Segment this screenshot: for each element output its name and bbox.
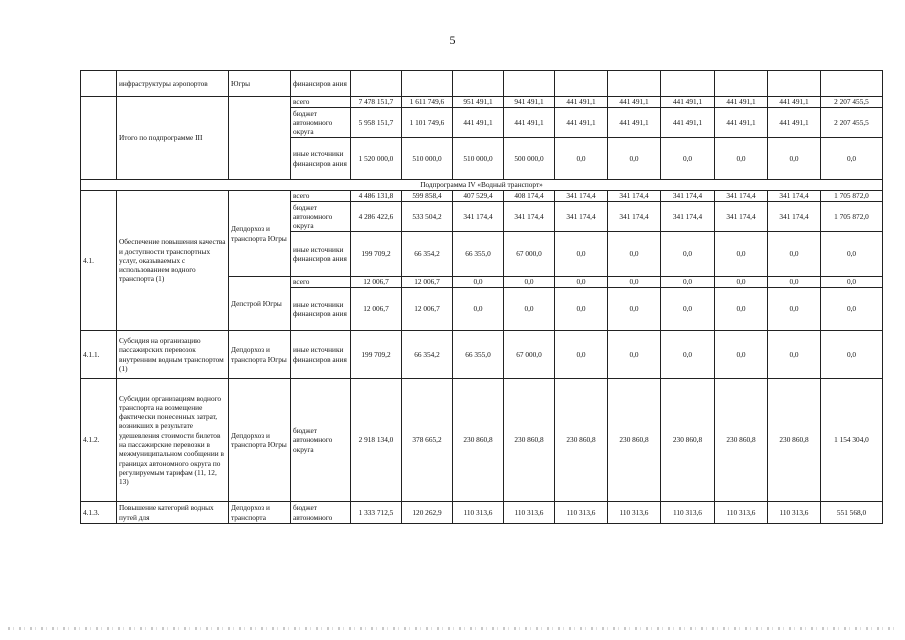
- table-row: [81, 191, 883, 202]
- measure-name-cell: инфраструктуры аэропортов: [117, 71, 229, 97]
- amount-cell: 12 006,7: [351, 277, 402, 288]
- amount-cell: 2 918 134,0: [351, 379, 402, 502]
- amount-cell: 120 262,9: [402, 502, 453, 524]
- executor-cell: Депдорхоз и транспорта Югры: [229, 379, 291, 502]
- empty-amount-cell: [351, 71, 402, 97]
- amount-cell: 230 860,8: [715, 379, 768, 502]
- amount-cell: 110 313,6: [453, 502, 504, 524]
- amount-cell: 0,0: [504, 288, 555, 331]
- amount-cell: 0,0: [661, 331, 715, 379]
- amount-cell: 441 491,1: [768, 108, 821, 138]
- funding-source-cell: всего: [291, 277, 351, 288]
- amount-cell: 0,0: [555, 232, 608, 277]
- amount-cell: 0,0: [715, 277, 768, 288]
- amount-cell: 441 491,1: [608, 97, 661, 108]
- amount-cell: 441 491,1: [555, 108, 608, 138]
- amount-cell: 0,0: [608, 277, 661, 288]
- amount-cell: 66 354,2: [402, 331, 453, 379]
- amount-cell: 341 174,4: [608, 202, 661, 232]
- amount-cell: 551 568,0: [821, 502, 883, 524]
- amount-cell: 0,0: [768, 138, 821, 180]
- amount-cell: 230 860,8: [768, 379, 821, 502]
- amount-cell: 230 860,8: [608, 379, 661, 502]
- amount-cell: 110 313,6: [661, 502, 715, 524]
- amount-cell: 1 705 872,0: [821, 202, 883, 232]
- empty-amount-cell: [453, 71, 504, 97]
- amount-cell: 0,0: [821, 138, 883, 180]
- amount-cell: 0,0: [661, 277, 715, 288]
- amount-cell: 341 174,4: [555, 202, 608, 232]
- amount-cell: 407 529,4: [453, 191, 504, 202]
- amount-cell: 230 860,8: [453, 379, 504, 502]
- amount-cell: 199 709,2: [351, 232, 402, 277]
- row-number-cell: [81, 97, 117, 180]
- amount-cell: 341 174,4: [715, 202, 768, 232]
- amount-cell: 0,0: [453, 288, 504, 331]
- amount-cell: 441 491,1: [715, 108, 768, 138]
- amount-cell: 5 958 151,7: [351, 108, 402, 138]
- amount-cell: 110 313,6: [504, 502, 555, 524]
- measure-name-cell: Субсидии организациям водного транспорта на возмещение фактически понесенных затрат, возникших в результате удешевления стоимости билетов на пассажирские перевозки в межмуниципальном сообщении в границах автономного округа по регулируемым тарифам (11, 12, 13): [117, 379, 229, 502]
- amount-cell: 441 491,1: [768, 97, 821, 108]
- amount-cell: 599 858,4: [402, 191, 453, 202]
- amount-cell: 0,0: [768, 232, 821, 277]
- amount-cell: 4 286 422,6: [351, 202, 402, 232]
- funding-source-cell: всего: [291, 191, 351, 202]
- amount-cell: 0,0: [715, 138, 768, 180]
- amount-cell: 378 665,2: [402, 379, 453, 502]
- amount-cell: 0,0: [608, 232, 661, 277]
- funding-source-cell: финансиров ания: [291, 71, 351, 97]
- amount-cell: 341 174,4: [715, 191, 768, 202]
- amount-cell: 0,0: [608, 288, 661, 331]
- amount-cell: 341 174,4: [768, 191, 821, 202]
- amount-cell: 0,0: [821, 232, 883, 277]
- amount-cell: 0,0: [555, 277, 608, 288]
- amount-cell: 510 000,0: [402, 138, 453, 180]
- amount-cell: 1 520 000,0: [351, 138, 402, 180]
- amount-cell: 441 491,1: [661, 97, 715, 108]
- amount-cell: 230 860,8: [661, 379, 715, 502]
- amount-cell: 341 174,4: [608, 191, 661, 202]
- amount-cell: 2 207 455,5: [821, 108, 883, 138]
- subprogram-header-row: [81, 180, 883, 191]
- amount-cell: 110 313,6: [768, 502, 821, 524]
- page-number: 5: [449, 33, 456, 47]
- amount-cell: 66 354,2: [402, 232, 453, 277]
- amount-cell: 441 491,1: [608, 108, 661, 138]
- amount-cell: 1 705 872,0: [821, 191, 883, 202]
- executor-cell: Депдорхоз и транспорта: [229, 502, 291, 524]
- amount-cell: 1 101 749,6: [402, 108, 453, 138]
- executor-cell: Депдорхоз и транспорта Югры: [229, 331, 291, 379]
- amount-cell: 67 000,0: [504, 232, 555, 277]
- subprogram-title: Подпрограмма IV «Водный транспорт»: [81, 180, 883, 191]
- row-number-cell: 4.1.2.: [81, 379, 117, 502]
- amount-cell: 0,0: [504, 277, 555, 288]
- row-number-cell: 4.1.3.: [81, 502, 117, 524]
- amount-cell: 441 491,1: [555, 97, 608, 108]
- amount-cell: 0,0: [555, 288, 608, 331]
- amount-cell: 0,0: [821, 288, 883, 331]
- row-number-cell: [81, 71, 117, 97]
- funding-source-cell: бюджет автономного округа: [291, 108, 351, 138]
- funding-source-cell: бюджет автономного округа: [291, 202, 351, 232]
- amount-cell: 1 154 304,0: [821, 379, 883, 502]
- funding-source-cell: всего: [291, 97, 351, 108]
- measure-name-cell: Повышение категорий водных путей для: [117, 502, 229, 524]
- amount-cell: 66 355,0: [453, 331, 504, 379]
- amount-cell: 230 860,8: [504, 379, 555, 502]
- amount-cell: 2 207 455,5: [821, 97, 883, 108]
- amount-cell: 0,0: [821, 277, 883, 288]
- amount-cell: 66 355,0: [453, 232, 504, 277]
- funding-source-cell: иные источники финансиров ания: [291, 138, 351, 180]
- amount-cell: 67 000,0: [504, 331, 555, 379]
- amount-cell: 0,0: [661, 138, 715, 180]
- amount-cell: 341 174,4: [768, 202, 821, 232]
- empty-amount-cell: [555, 71, 608, 97]
- executor-cell: Югры: [229, 71, 291, 97]
- table-row: [81, 379, 883, 502]
- executor-cell: [229, 97, 291, 180]
- measure-name-cell: Обеспечение повышения качества и доступности транспортных услуг, оказываемых с использованием водного транспорта (1): [117, 191, 229, 331]
- amount-cell: 0,0: [768, 277, 821, 288]
- amount-cell: 533 504,2: [402, 202, 453, 232]
- amount-cell: 12 006,7: [351, 288, 402, 331]
- amount-cell: 7 478 151,7: [351, 97, 402, 108]
- amount-cell: 0,0: [715, 232, 768, 277]
- table-row: [81, 502, 883, 524]
- amount-cell: 0,0: [608, 138, 661, 180]
- amount-cell: 0,0: [821, 331, 883, 379]
- amount-cell: 500 000,0: [504, 138, 555, 180]
- amount-cell: 408 174,4: [504, 191, 555, 202]
- amount-cell: 12 006,7: [402, 288, 453, 331]
- funding-source-cell: бюджет автономного: [291, 502, 351, 524]
- amount-cell: 441 491,1: [504, 108, 555, 138]
- amount-cell: 0,0: [661, 288, 715, 331]
- table-row: [81, 331, 883, 379]
- amount-cell: 341 174,4: [661, 202, 715, 232]
- amount-cell: 441 491,1: [661, 108, 715, 138]
- measure-name-cell: Итого по подпрограмме III: [117, 97, 229, 180]
- amount-cell: 510 000,0: [453, 138, 504, 180]
- empty-amount-cell: [608, 71, 661, 97]
- amount-cell: 0,0: [608, 331, 661, 379]
- empty-amount-cell: [715, 71, 768, 97]
- table-row: [81, 97, 883, 108]
- budget-table: [80, 70, 883, 524]
- table-body: [81, 71, 883, 524]
- amount-cell: 441 491,1: [715, 97, 768, 108]
- amount-cell: 0,0: [768, 331, 821, 379]
- amount-cell: 341 174,4: [504, 202, 555, 232]
- amount-cell: 110 313,6: [555, 502, 608, 524]
- executor-cell: Депдорхоз и транспорта Югры: [229, 191, 291, 277]
- amount-cell: 1 611 749,6: [402, 97, 453, 108]
- amount-cell: 951 491,1: [453, 97, 504, 108]
- amount-cell: 441 491,1: [453, 108, 504, 138]
- amount-cell: 110 313,6: [608, 502, 661, 524]
- amount-cell: 0,0: [661, 232, 715, 277]
- table-row: [81, 71, 883, 97]
- amount-cell: 0,0: [453, 277, 504, 288]
- funding-source-cell: иные источники финансиров ания: [291, 288, 351, 331]
- amount-cell: 1 333 712,5: [351, 502, 402, 524]
- amount-cell: 12 006,7: [402, 277, 453, 288]
- empty-amount-cell: [821, 71, 883, 97]
- amount-cell: 0,0: [715, 331, 768, 379]
- scan-noise-line: [8, 627, 896, 630]
- funding-source-cell: бюджет автономного округа: [291, 379, 351, 502]
- funding-source-cell: иные источники финансиров ания: [291, 232, 351, 277]
- executor-cell: Депстрой Югры: [229, 277, 291, 331]
- amount-cell: 341 174,4: [453, 202, 504, 232]
- funding-source-cell: иные источники финансиров ания: [291, 331, 351, 379]
- amount-cell: 199 709,2: [351, 331, 402, 379]
- amount-cell: 4 486 131,8: [351, 191, 402, 202]
- empty-amount-cell: [402, 71, 453, 97]
- empty-amount-cell: [661, 71, 715, 97]
- amount-cell: 110 313,6: [715, 502, 768, 524]
- amount-cell: 230 860,8: [555, 379, 608, 502]
- amount-cell: 0,0: [555, 138, 608, 180]
- empty-amount-cell: [504, 71, 555, 97]
- amount-cell: 941 491,1: [504, 97, 555, 108]
- row-number-cell: 4.1.1.: [81, 331, 117, 379]
- row-number-cell: 4.1.: [81, 191, 117, 331]
- amount-cell: 341 174,4: [661, 191, 715, 202]
- amount-cell: 0,0: [768, 288, 821, 331]
- amount-cell: 341 174,4: [555, 191, 608, 202]
- measure-name-cell: Субсидия на организацию пассажирских перевозок внутренним водным транспортом (1): [117, 331, 229, 379]
- empty-amount-cell: [768, 71, 821, 97]
- amount-cell: 0,0: [555, 331, 608, 379]
- amount-cell: 0,0: [715, 288, 768, 331]
